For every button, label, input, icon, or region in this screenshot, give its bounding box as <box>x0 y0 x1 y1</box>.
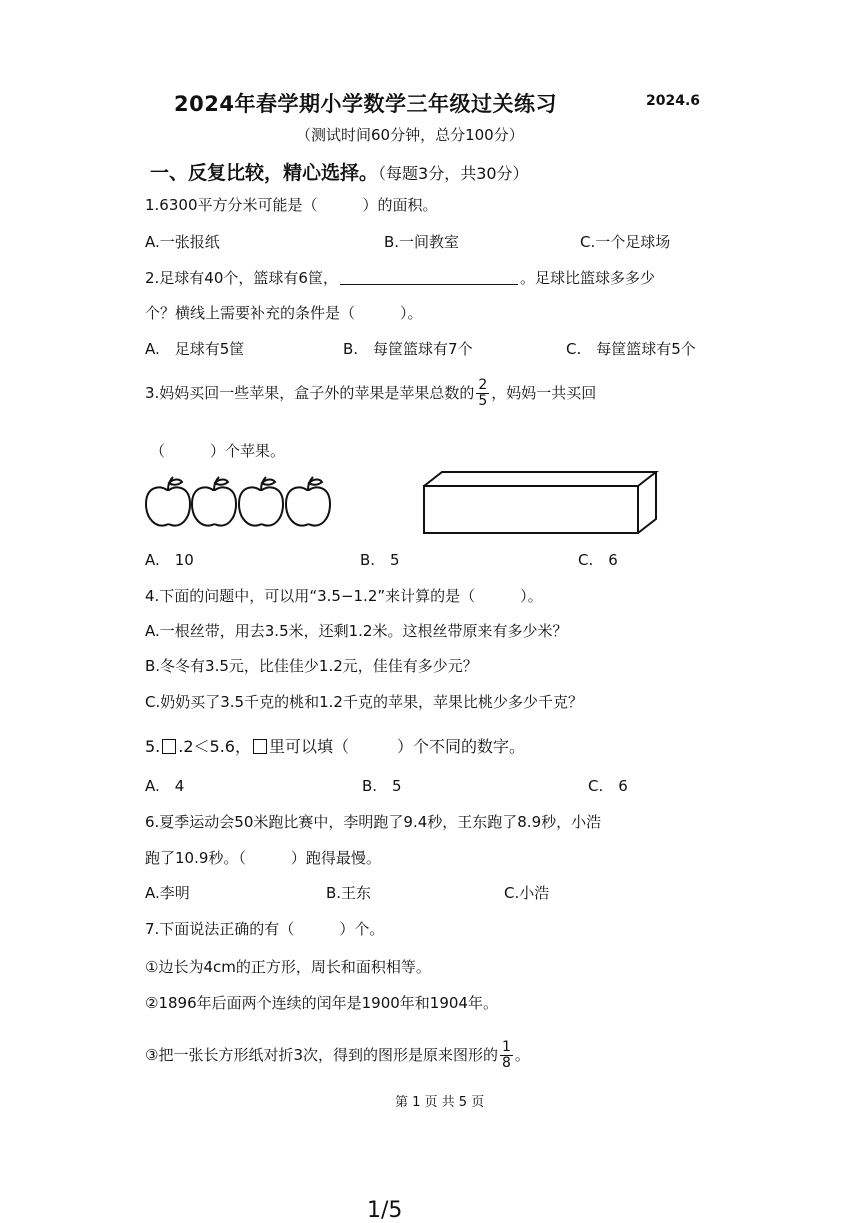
exam-subtitle: （测试时间60分钟，总分100分） <box>296 126 524 144</box>
s3-text-before: ③把一张长方形纸对折3次，得到的图形是原来图形的 <box>145 1046 498 1064</box>
q5-option-c: C. 6 <box>588 777 628 795</box>
blank-box <box>253 739 267 754</box>
q5-option-b: B. 5 <box>362 777 402 795</box>
fraction <box>500 1040 513 1071</box>
fraction-numerator: 1 <box>502 1039 511 1055</box>
q6-option-b: B.王东 <box>326 884 372 902</box>
question-7: 7.下面说法正确的有（ ）个。 <box>145 920 385 938</box>
q2-option-c: C. 每筐篮球有5个 <box>566 340 696 358</box>
apple-icon <box>146 477 190 526</box>
q6-option-a: A.李明 <box>145 884 190 902</box>
apple-icon <box>192 477 236 526</box>
q5-prefix: 5. <box>145 737 161 756</box>
statement-2: ②1896年后面两个连续的闰年是1900年和1904年。 <box>145 994 498 1012</box>
apple-icon <box>286 477 330 526</box>
fraction <box>476 378 489 409</box>
q3-option-c: C. 6 <box>578 551 618 569</box>
question-2-line2: 个？横线上需要补充的条件是（ ）。 <box>145 304 423 322</box>
q5-suffix: 里可以填（ ）个不同的数字。 <box>268 737 525 756</box>
apples-illustration <box>144 474 334 532</box>
fraction-numerator: 2 <box>478 377 488 393</box>
q1-option-b: B.一间教室 <box>384 233 460 251</box>
page-footer: 第 1 页 共 5 页 <box>395 1095 485 1110</box>
page-indicator: 1/5 <box>367 1198 403 1223</box>
apple-icon <box>239 477 283 526</box>
q4-option-a: A.一根丝带，用去3.5米，还剩1.2米。这根丝带原来有多少米？ <box>145 622 568 640</box>
section-points: （每题3分，共30分） <box>378 164 529 183</box>
q2-text-after: 。足球比篮球多多少 <box>519 269 655 287</box>
s3-text-after: 。 <box>514 1046 530 1064</box>
q3-text-before: 3.妈妈买回一些苹果，盒子外的苹果是苹果总数的 <box>145 384 475 402</box>
q1-option-a: A.一张报纸 <box>145 233 220 251</box>
section-heading <box>150 158 529 185</box>
section-title: 一、反复比较，精心选择。 <box>150 162 379 184</box>
question-1: 1.6300平方分米可能是（ ）的面积。 <box>145 196 438 214</box>
q6-option-c: C.小浩 <box>504 884 550 902</box>
question-6: 6.夏季运动会50米跑比赛中，李明跑了9.4秒，王东跑了8.9秒，小浩 <box>145 813 602 831</box>
question-3 <box>145 378 596 409</box>
question-6-line2: 跑了10.9秒。（ ）跑得最慢。 <box>145 849 381 867</box>
q3-option-a: A. 10 <box>145 551 194 569</box>
q2-option-b: B. 每筐篮球有7个 <box>343 340 473 358</box>
q3-text-after: ，妈妈一共买回 <box>491 384 597 402</box>
q1-option-c: C.一个足球场 <box>580 233 671 251</box>
q5-middle: .2＜5.6， <box>178 737 251 756</box>
box-illustration <box>422 470 658 536</box>
fraction-denominator: 8 <box>502 1055 511 1071</box>
page-title: 2024年春学期小学数学三年级过关练习 <box>174 92 557 116</box>
question-5 <box>145 734 525 757</box>
answer-blank-line <box>340 270 518 285</box>
question-4: 4.下面的问题中，可以用“3.5−1.2”来计算的是（ ）。 <box>145 587 543 605</box>
q2-text-before: 2.足球有40个，篮球有6筐， <box>145 269 338 287</box>
q4-option-c: C.奶奶买了3.5千克的桃和1.2千克的苹果，苹果比桃少多少千克？ <box>145 693 583 711</box>
statement-1: ①边长为4cm的正方形，周长和面积相等。 <box>145 958 431 976</box>
q3-option-b: B. 5 <box>360 551 400 569</box>
question-2 <box>145 267 655 288</box>
blank-box <box>162 739 176 754</box>
q4-option-b: B.冬冬有3.5元，比佳佳少1.2元，佳佳有多少元？ <box>145 657 478 675</box>
q2-option-a: A. 足球有5筐 <box>145 340 245 358</box>
q5-option-a: A. 4 <box>145 777 185 795</box>
question-3-line2: （ ）个苹果。 <box>150 442 286 460</box>
statement-3 <box>145 1040 530 1071</box>
exam-date: 2024.6 <box>646 93 701 109</box>
fraction-denominator: 5 <box>478 393 488 409</box>
